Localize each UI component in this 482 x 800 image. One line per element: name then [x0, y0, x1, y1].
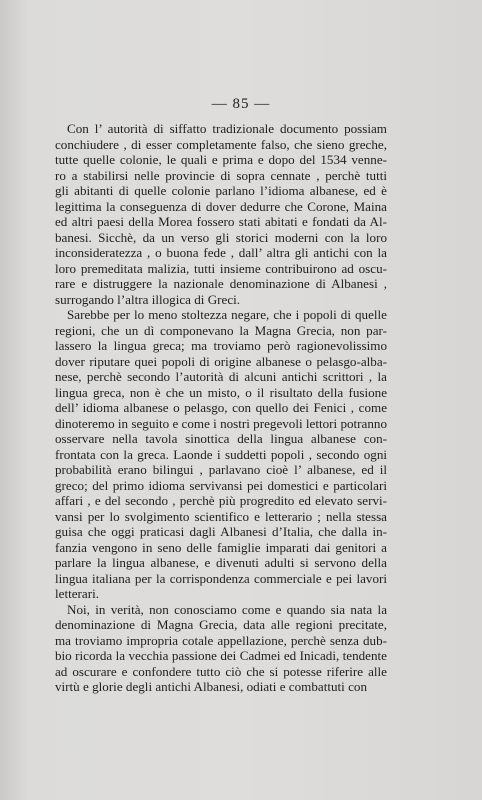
- text-line: frontata con la greca. Laonde i suddetti popoli , secondo ogni: [55, 446, 387, 462]
- text-line: banesi. Sicchè, da un verso gli storici moderni con la loro: [55, 229, 387, 245]
- text-line: denominazione di Magna Grecia, data alle regioni precitate,: [55, 617, 387, 632]
- text-line: Con l’ autorità di siffatto tradizionale documento possiam: [67, 121, 387, 136]
- text-line: virtù e glorie degli antichi Albanesi, odiati e combattuti con: [55, 679, 367, 694]
- text-line: tutte quelle colonie, le quali e prima e dopo del 1534 venne-: [55, 152, 387, 167]
- text-line: inconsideratezza , o buona fede , dall’ altra gli antichi con la: [55, 245, 387, 260]
- text-line: dinoteremo in seguito e come i nostri pregevoli lettori potranno: [55, 415, 387, 431]
- text-line: Sarebbe per lo meno stoltezza negare, che i popoli di quelle: [67, 307, 387, 322]
- text-line: probabilità erano bilingui , parlavano cioè l’ albanese, ed il: [55, 462, 387, 477]
- paragraph: [55, 602, 387, 695]
- text-line: fanzia vengono in seno delle famiglie imparati dai genitori a: [55, 539, 387, 555]
- text-line: ma troviamo impropria cotale appellazione, perchè senza dub-: [55, 632, 387, 648]
- text-line: ad oscurare e confondere tutto ciò che si potesse riferire alle: [55, 663, 387, 679]
- page-number: — 85 —: [211, 96, 271, 112]
- text-line: Noi, in verità, non conosciamo come e quando sia nata la: [67, 601, 387, 617]
- text-line: bio ricorda la vecchia passione dei Cadmei ed Inicadi, tendente: [55, 648, 387, 663]
- paragraph: [55, 121, 387, 307]
- text-line: ed altri paesi della Morea fossero stati abitati e fondati da Al-: [55, 214, 387, 229]
- text-line: lingua italiana per la corrispondenza commerciale e pei lavori: [55, 570, 387, 586]
- text-line: vansi per lo svolgimento scientifico e letterario ; nella stessa: [55, 508, 387, 524]
- text-line: lassero la lingua greca; ma troviamo però ragionevolissimo: [55, 338, 387, 353]
- text-line: regioni, che un dì componevano la Magna Grecia, non par-: [55, 322, 387, 338]
- text-line: lingua greca, non è che un misto, o il risultato della fusione: [55, 384, 387, 400]
- text-line: dover riputare quei popoli di origine albanese o pelasgo-alba-: [55, 353, 387, 369]
- text-line: loro premeditata malizia, tutti insieme contribuirono ad oscu-: [55, 260, 387, 276]
- text-line: legittima la conseguenza di dover dedurre che Corone, Maina: [55, 198, 387, 214]
- paragraph: [55, 307, 387, 602]
- text-line: affari , e del secondo , perchè più progredito ed elevato servi-: [55, 493, 387, 508]
- text-line: nese, perchè secondo l’autorità di alcuni antichi scrittori , la: [55, 369, 387, 384]
- text-line: dell’ idioma albanese o pelasgo, con quello dei Fenici , come: [55, 400, 387, 415]
- text-line: conchiudere , di esser completamente falso, che sieno greche,: [55, 136, 387, 152]
- text-line: rare e distruggere la nazionale denominazione di Albanesi ,: [55, 276, 387, 291]
- text-line: greco; del primo idioma servivansi pei domestici e particolari: [55, 477, 387, 493]
- text-line: surrogando l’altra illogica di Greci.: [55, 291, 241, 307]
- text-line: parlare la lingua albanese, e divenuti adulti si servono della: [55, 555, 387, 570]
- text-line: ro a stabilirsi nelle provincie di sopra cennate , perchè tutti: [55, 167, 387, 183]
- text-line: gli abitanti di quelle colonie parlano l’idioma albanese, ed è: [55, 183, 387, 198]
- text-line: osservare nella tavola sinottica della lingua albanese con-: [55, 431, 387, 446]
- body-text: [55, 121, 387, 695]
- text-line: guisa che oggi praticasi dagli Albanesi d’Italia, che dalla in-: [55, 524, 387, 539]
- text-line: letterari.: [55, 586, 99, 601]
